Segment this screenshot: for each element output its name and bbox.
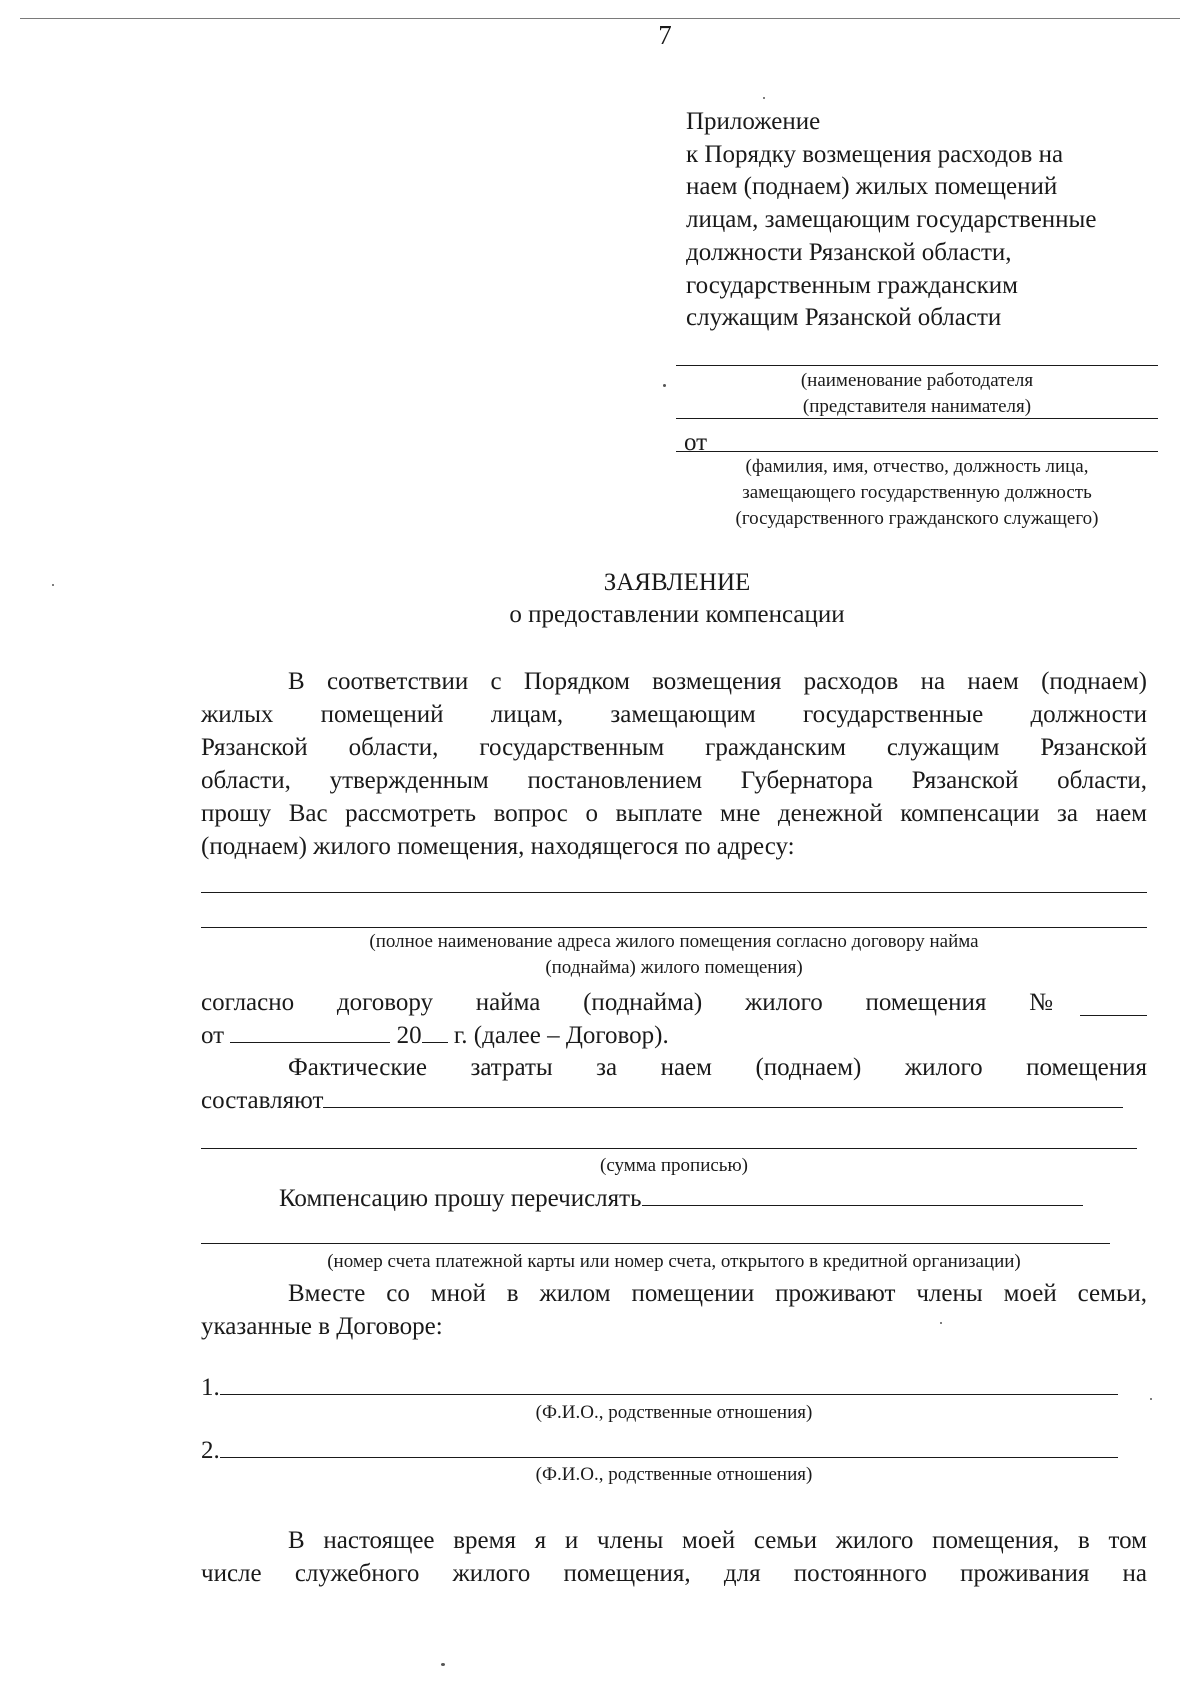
appendix-line: должности Рязанской области, [686,238,1012,266]
appendix-line: служащим Рязанской области [686,304,1002,332]
contract-from-label: от [201,1022,225,1049]
contract-number-field[interactable] [1080,1015,1147,1016]
appendix-line: к Порядку возмещения расходов на [686,140,1064,168]
intro-line: жилых помещений лицам, замещающим государственные должности [201,701,1147,728]
intro-line: прошу Вас рассмотреть вопрос о выплате мне денежной компенсации за наем [201,800,1147,827]
expenses-amount-field-2[interactable] [201,1148,1137,1149]
transfer-line [279,1182,1083,1215]
scan-speck [1150,1398,1152,1400]
top-rule [20,18,1180,19]
appendix-line: лицам, замещающим государственные [686,206,1097,234]
employer-caption: (наименование работодателя [800,370,1034,391]
transfer-account-field-2[interactable] [201,1243,1110,1244]
transfer-label: Компенсацию прошу перечислять [279,1185,642,1212]
family-item-number: 2. [201,1437,220,1464]
appendix-line: государственным гражданским [686,271,1018,299]
expenses-amount-line [201,1084,1123,1117]
intro-line: (поднаем) жилого помещения, находящегося по адресу: [201,833,795,860]
appendix-line: наем (поднаем) жилых помещений [686,173,1058,201]
family-line: Вместе со мной в жилом помещении проживают члены моей семьи, [288,1280,1147,1307]
scan-speck [441,1663,445,1666]
family-item-caption: (Ф.И.О., родственные отношения) [535,1402,813,1423]
transfer-account-field[interactable] [642,1183,1083,1206]
address-caption: (полное наименование адреса жилого помещения согласно договору найма [369,931,979,952]
contract-suffix: г. (далее – Договор). [453,1022,669,1049]
expenses-caption: (сумма прописью) [600,1155,748,1176]
transfer-caption: (номер счета платежной карты или номер счета, открытого в кредитной организации) [327,1251,1021,1272]
applicant-caption: (государственного гражданского служащего) [735,508,1099,529]
intro-line: В соответствии с Порядком возмещения расходов на наем (поднаем) [288,668,1147,695]
family-item-number: 1. [201,1374,220,1401]
family-item-caption: (Ф.И.О., родственные отношения) [535,1464,813,1485]
contract-date-field[interactable] [230,1020,390,1043]
address-field-line[interactable] [201,927,1147,928]
document-title: ЗАЯВЛЕНИЕ [603,569,751,596]
family-line: указанные в Договоре: [201,1313,443,1340]
closing-line: числе служебного жилого помещения, для постоянного проживания на [201,1560,1147,1587]
closing-line: В настоящее время я и члены моей семьи жилого помещения, в том [288,1527,1147,1554]
intro-line: области, утвержденным постановлением Губернатора Рязанской области, [201,767,1147,794]
contract-year-field[interactable] [422,1020,448,1043]
address-field-line[interactable] [201,892,1147,893]
scan-speck [940,1322,942,1324]
expenses-label: составляют [201,1087,324,1114]
contract-year-prefix: 20 [396,1022,422,1049]
scan-speck [663,384,666,387]
address-caption: (поднайма) жилого помещения) [545,957,803,978]
expenses-line: Фактические затраты за наем (поднаем) жилого помещения [288,1054,1147,1081]
appendix-line: Приложение [686,108,821,135]
appendix-block [686,106,1096,335]
employer-field-line[interactable] [676,365,1158,366]
family-member-2-field[interactable] [220,1435,1118,1458]
applicant-caption: (фамилия, имя, отчество, должность лица, [745,456,1089,477]
scan-speck [763,97,765,99]
from-label: от [684,429,708,456]
family-member-1-field[interactable] [220,1372,1118,1395]
intro-line: Рязанской области, государственным гражданским служащим Рязанской [201,734,1147,761]
expenses-amount-field[interactable] [323,1085,1123,1108]
page-number: 7 [658,20,672,50]
scan-speck [52,584,54,586]
document-subtitle: о предоставлении компенсации [509,601,845,628]
contract-date-line [201,1019,669,1052]
contract-line: согласно договору найма (поднайма) жилого помещения № [201,989,1053,1016]
applicant-field-line[interactable] [676,451,1158,452]
applicant-caption: замещающего государственную должность [742,482,1092,503]
employer-field-line[interactable] [676,418,1158,419]
employer-caption: (представителя нанимателя) [802,396,1032,417]
